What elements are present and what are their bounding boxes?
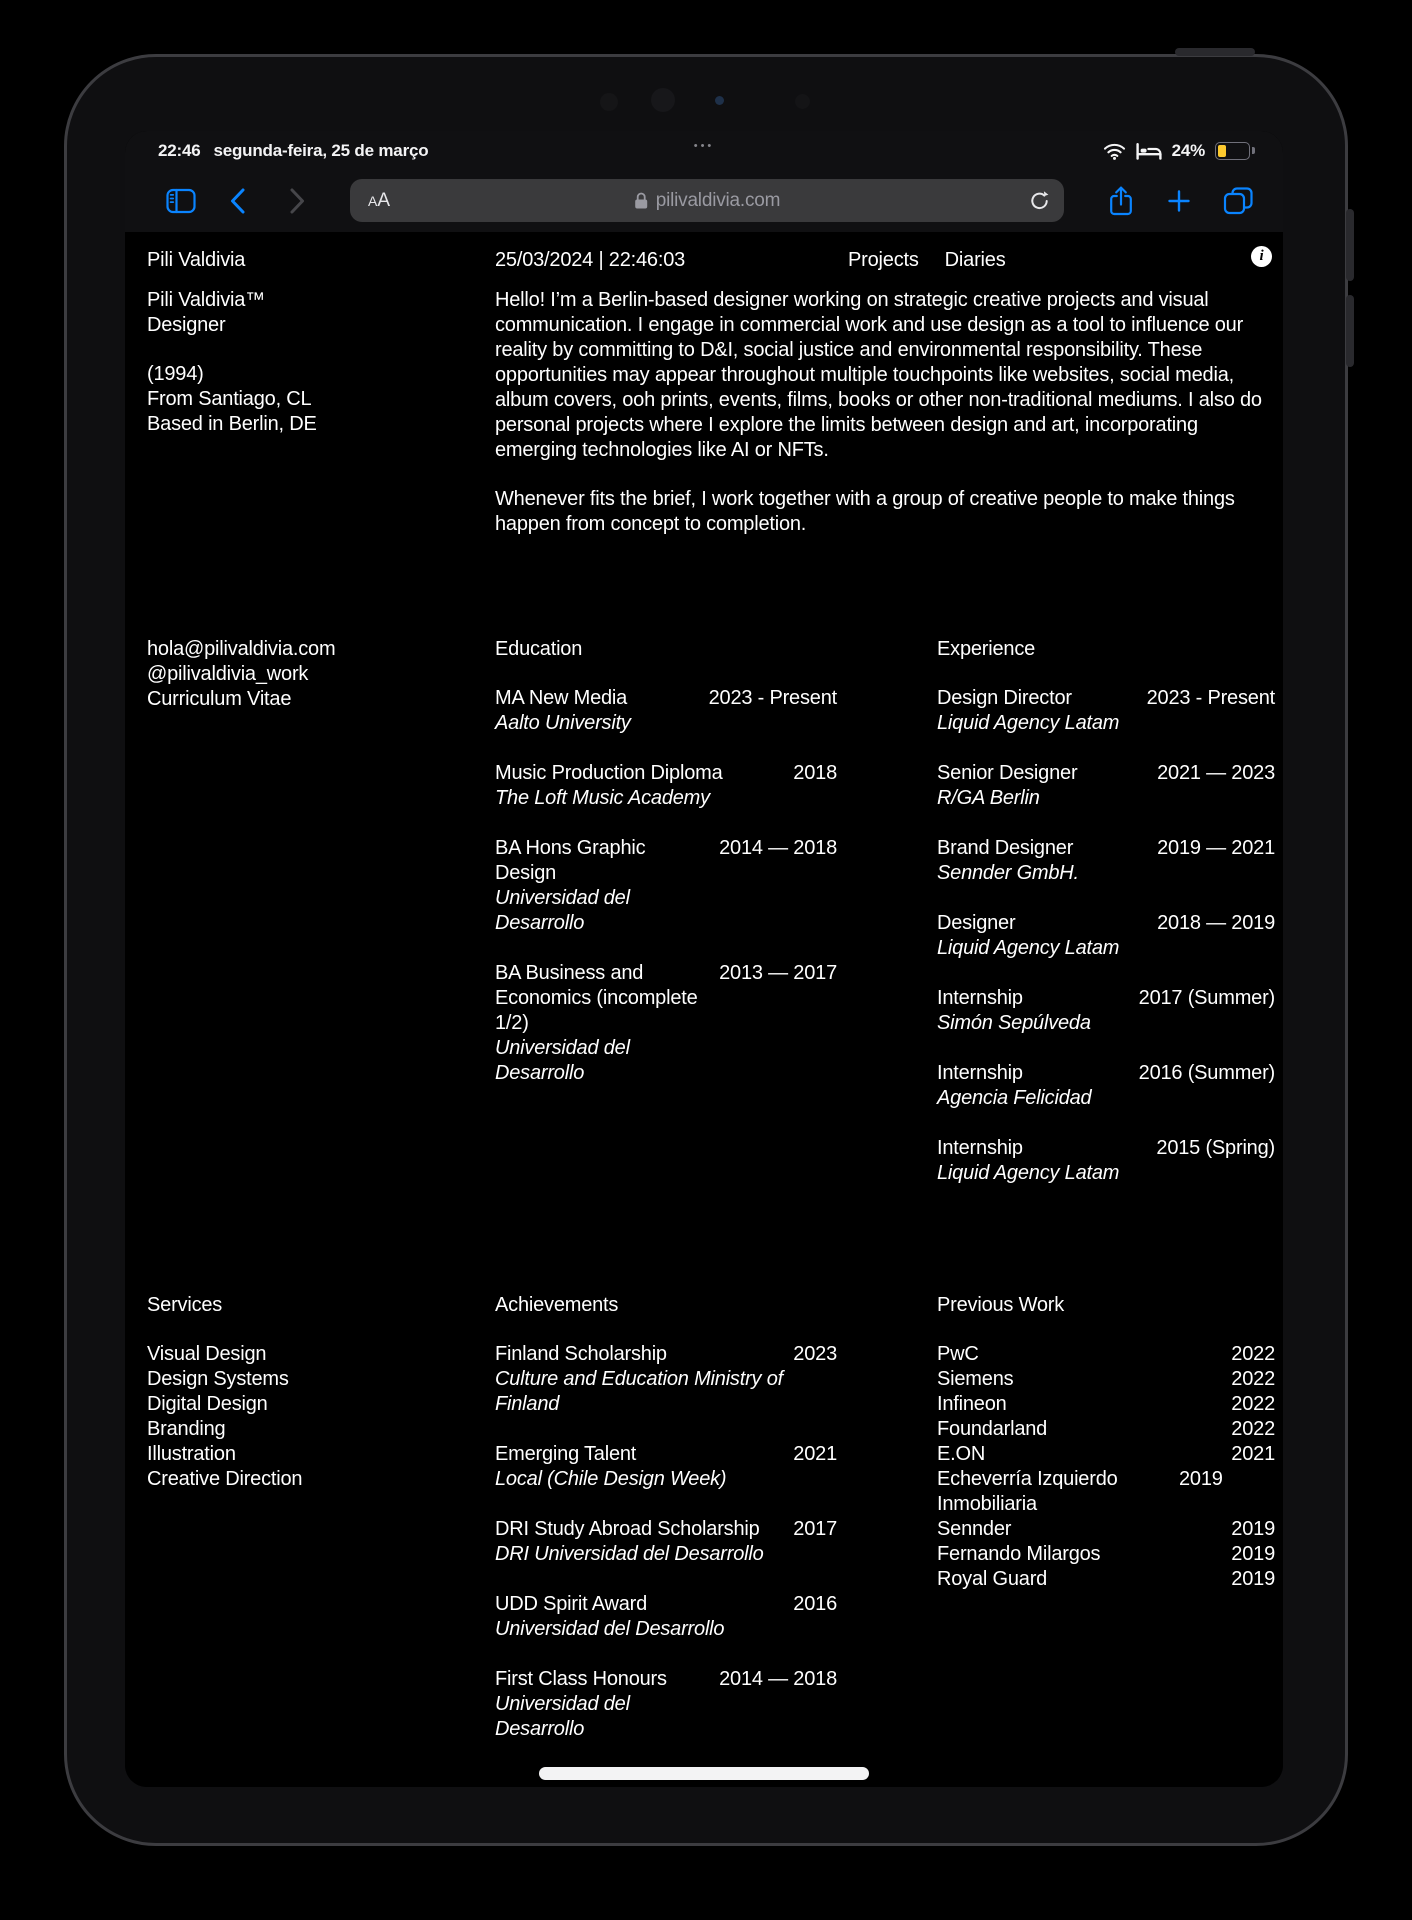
job-company: Liquid Agency Latam (937, 712, 1120, 734)
client-name: Siemens (937, 1368, 1014, 1390)
webpage (125, 232, 1283, 1787)
job-date: 2019 — 2021 (1157, 837, 1275, 859)
experience-entry (937, 1136, 1275, 1186)
safari-chrome (125, 131, 1283, 232)
job-title: Designer (937, 912, 1016, 934)
job-company: R/GA Berlin (937, 787, 1040, 809)
battery-icon (1215, 142, 1250, 160)
service-item: Digital Design (147, 1393, 268, 1415)
experience-entry (937, 986, 1275, 1036)
client-name: Foundarland (937, 1418, 1048, 1440)
volume-down-button (1346, 295, 1354, 367)
award-title: Emerging Talent (495, 1443, 637, 1465)
client-year: 2019 (1231, 1518, 1275, 1540)
client-row (937, 1342, 1275, 1367)
award-date: 2021 (793, 1443, 837, 1465)
award-title: First Class Honours (495, 1668, 667, 1690)
intro-paragraph-2: Whenever fits the brief, I work together with a group of creative people to make things happen from concept to completion. (495, 488, 1235, 535)
degree-date: 2018 (793, 762, 837, 784)
client-year: 2019 (1231, 1568, 1275, 1590)
education-entry (495, 836, 837, 936)
nav-projects-link[interactable]: Projects (848, 249, 919, 271)
multitasking-dots-icon[interactable]: ••• (693, 140, 715, 152)
experience-section (937, 637, 1275, 1211)
degree-date: 2014 — 2018 (719, 837, 837, 859)
client-year: 2019 (1179, 1468, 1223, 1490)
award-org: DRI Universidad del Desarrollo (495, 1543, 764, 1565)
intro-paragraph-1: Hello! I’m a Berlin-based designer working on strategic creative projects and visual communication. I engage in commercial work and use design as a tool to influence our reality by committing to D&I, social justice and environmental responsibility. These opportunities may appear throughout multiple touchpoints like websites, social media, album covers, ooh prints, events, films, books or other non-traditional mediums. I also do personal projects where I explore the limits between design and art, incorporating emerging technologies like AI or NFTs. (495, 289, 1262, 461)
client-name: Echeverría Izquierdo Inmobiliaria (937, 1468, 1118, 1515)
client-row (937, 1542, 1275, 1567)
role-label: Designer (147, 314, 226, 336)
front-camera-icon (651, 88, 675, 112)
degree-title: BA Business and Economics (incomplete 1/2) (495, 962, 698, 1034)
reader-options-button[interactable]: AA (368, 189, 391, 211)
info-button[interactable]: i (1251, 246, 1272, 267)
experience-entry (937, 761, 1275, 811)
award-org: Universidad del Desarrollo (495, 1693, 630, 1740)
client-year: 2022 (1231, 1393, 1275, 1415)
status-date: segunda-feira, 25 de março (213, 141, 429, 160)
wifi-icon (1103, 143, 1126, 160)
lock-icon (634, 191, 649, 210)
achievements-title: Achievements (495, 1294, 619, 1316)
award-date: 2014 — 2018 (719, 1668, 837, 1690)
education-section (495, 637, 837, 1111)
client-row (937, 1417, 1275, 1442)
job-date: 2021 — 2023 (1157, 762, 1275, 784)
degree-institution: Aalto University (495, 712, 631, 734)
tabs-overview-button[interactable] (1223, 187, 1254, 216)
experience-entry (937, 836, 1275, 886)
service-item: Design Systems (147, 1368, 289, 1390)
job-date: 2015 (Spring) (1156, 1137, 1275, 1159)
service-item: Creative Direction (147, 1468, 303, 1490)
degree-title: MA New Media (495, 687, 628, 709)
job-company: Liquid Agency Latam (937, 1162, 1120, 1184)
datetime-display: 25/03/2024 | 22:46:03 (495, 249, 686, 271)
new-tab-button[interactable] (1166, 188, 1192, 214)
nav-diaries-link[interactable]: Diaries (944, 249, 1006, 271)
client-year: 2022 (1231, 1418, 1275, 1440)
experience-entry (937, 1061, 1275, 1111)
degree-institution: The Loft Music Academy (495, 787, 710, 809)
url-text: pilivaldivia.com (655, 189, 781, 211)
site-nav (848, 248, 1006, 273)
share-button[interactable] (1108, 185, 1134, 217)
job-title: Internship (937, 1137, 1023, 1159)
education-entry (495, 961, 837, 1086)
achievement-entry (495, 1592, 837, 1642)
safari-toolbar (125, 178, 1283, 224)
services-section (147, 1293, 477, 1492)
cv-link[interactable]: Curriculum Vitae (147, 688, 292, 710)
status-bar (125, 139, 1283, 163)
experience-title: Experience (937, 638, 1036, 660)
job-company: Agencia Felicidad (937, 1087, 1092, 1109)
home-indicator[interactable] (539, 1767, 869, 1780)
intro-block (495, 288, 1275, 561)
birth-year: (1994) (147, 363, 204, 385)
experience-entry (937, 911, 1275, 961)
achievement-entry (495, 1342, 837, 1417)
job-date: 2023 - Present (1146, 687, 1275, 709)
service-item: Branding (147, 1418, 226, 1440)
client-row (937, 1392, 1275, 1417)
achievement-entry (495, 1667, 837, 1742)
site-logo[interactable]: Pili Valdivia (147, 249, 246, 271)
previous-work-title: Previous Work (937, 1294, 1065, 1316)
client-name: Royal Guard (937, 1568, 1048, 1590)
job-company: Liquid Agency Latam (937, 937, 1120, 959)
achievements-section (495, 1293, 837, 1767)
job-company: Simón Sepúlveda (937, 1012, 1091, 1034)
award-date: 2016 (793, 1593, 837, 1615)
award-title: UDD Spirit Award (495, 1593, 648, 1615)
previous-work-section (937, 1293, 1275, 1592)
client-row (937, 1467, 1275, 1517)
sleep-focus-icon (1136, 143, 1162, 160)
award-date: 2023 (793, 1343, 837, 1365)
client-name: E.ON (937, 1443, 986, 1465)
degree-date: 2013 — 2017 (719, 962, 837, 984)
achievement-entry (495, 1442, 837, 1492)
brand-name: Pili Valdivia™ (147, 289, 265, 311)
identity-block (147, 288, 477, 437)
award-title: Finland Scholarship (495, 1343, 667, 1365)
client-row (937, 1517, 1275, 1542)
volume-up-button (1346, 209, 1354, 281)
power-button (1175, 48, 1255, 56)
job-date: 2018 — 2019 (1157, 912, 1275, 934)
degree-title: BA Hons Graphic Design (495, 837, 646, 884)
client-year: 2019 (1231, 1543, 1275, 1565)
client-row (937, 1367, 1275, 1392)
award-org: Local (Chile Design Week) (495, 1468, 727, 1490)
screen (125, 131, 1283, 1787)
education-entry (495, 761, 837, 811)
sidebar-toggle-button[interactable] (166, 189, 196, 214)
camera-lens-dot (715, 96, 724, 105)
contact-block (147, 637, 477, 712)
experience-entry (937, 686, 1275, 736)
service-item: Illustration (147, 1443, 236, 1465)
degree-institution: Universidad del Desarrollo (495, 1037, 630, 1084)
client-name: Fernando Milargos (937, 1543, 1101, 1565)
education-entry (495, 686, 837, 736)
status-time: 22:46 (158, 141, 201, 160)
job-date: 2017 (Summer) (1138, 987, 1275, 1009)
email-link[interactable]: hola@pilivaldivia.com (147, 638, 336, 660)
degree-title: Music Production Diploma (495, 762, 723, 784)
client-name: Infineon (937, 1393, 1007, 1415)
job-date: 2016 (Summer) (1138, 1062, 1275, 1084)
award-title: DRI Study Abroad Scholarship (495, 1518, 760, 1540)
client-year: 2021 (1231, 1443, 1275, 1465)
front-sensor-dot (795, 94, 810, 109)
degree-institution: Universidad del Desarrollo (495, 887, 630, 934)
based-label: Based in Berlin, DE (147, 413, 317, 435)
job-title: Internship (937, 1062, 1023, 1084)
degree-date: 2023 - Present (708, 687, 837, 709)
job-title: Senior Designer (937, 762, 1078, 784)
origin-label: From Santiago, CL (147, 388, 312, 410)
client-year: 2022 (1231, 1343, 1275, 1365)
job-title: Brand Designer (937, 837, 1074, 859)
award-org: Culture and Education Ministry of Finland (495, 1368, 783, 1415)
client-row (937, 1567, 1275, 1592)
education-title: Education (495, 638, 583, 660)
job-company: Sennder GmbH. (937, 862, 1079, 884)
achievement-entry (495, 1517, 837, 1567)
award-org: Universidad del Desarrollo (495, 1618, 725, 1640)
service-item: Visual Design (147, 1343, 267, 1365)
address-bar[interactable] (350, 179, 1064, 222)
client-row (937, 1442, 1275, 1467)
battery-percent: 24% (1171, 141, 1205, 160)
ipad-frame (64, 54, 1348, 1846)
instagram-handle-link[interactable]: @pilivaldivia_work (147, 663, 309, 685)
client-name: PwC (937, 1343, 979, 1365)
job-title: Internship (937, 987, 1023, 1009)
job-title: Design Director (937, 687, 1072, 709)
front-sensor-dot (600, 93, 618, 111)
reload-button[interactable] (1028, 189, 1051, 212)
services-title: Services (147, 1294, 223, 1316)
forward-button[interactable] (289, 188, 306, 215)
client-name: Sennder (937, 1518, 1012, 1540)
client-year: 2022 (1231, 1368, 1275, 1390)
back-button[interactable] (229, 188, 246, 215)
award-date: 2017 (793, 1518, 837, 1540)
